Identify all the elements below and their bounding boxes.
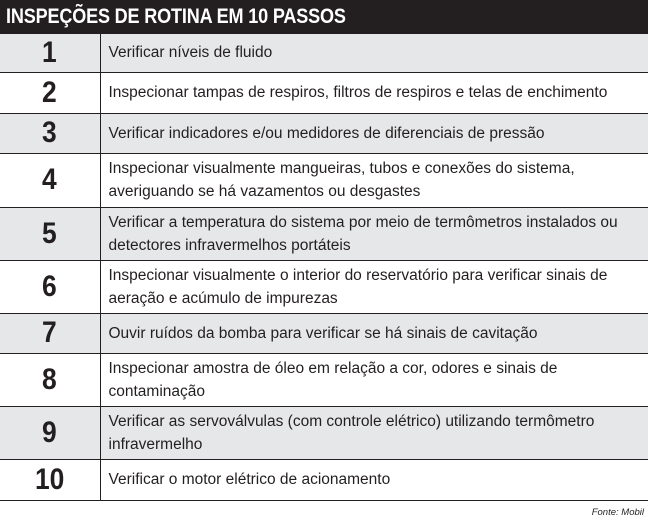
table-row: [0, 313, 648, 353]
step-number: 4: [0, 153, 100, 207]
table-row: [0, 72, 648, 113]
source-credit: Fonte: Mobil: [591, 507, 644, 518]
step-number: 1: [0, 34, 100, 72]
step-number: 7: [0, 313, 100, 353]
step-text: Verificar indicadores e/ou medidores de diferenciais de pressão: [100, 113, 648, 153]
table-row: [0, 34, 648, 72]
table-row: [0, 353, 648, 406]
step-text: Verificar o motor elétrico de acionamento: [100, 459, 648, 500]
table-row: [0, 260, 648, 313]
step-number: 6: [0, 260, 100, 313]
table-row: [0, 406, 648, 459]
step-number: 10: [0, 459, 100, 500]
step-number: 8: [0, 353, 100, 406]
steps-table: [0, 34, 648, 501]
step-text: Verificar a temperatura do sistema por meio de termômetros instalados ou detectores infravermelhos portáteis: [100, 207, 648, 260]
step-text: Inspecionar amostra de óleo em relação a cor, odores e sinais de contaminação: [100, 353, 648, 406]
table-row: [0, 207, 648, 260]
step-text: Inspecionar tampas de respiros, filtros de respiros e telas de enchimento: [100, 72, 648, 113]
table-row: [0, 459, 648, 500]
step-number: 2: [0, 72, 100, 113]
step-number: 3: [0, 113, 100, 153]
step-text: Verificar as servoválvulas (com controle elétrico) utilizando termômetro infravermelho: [100, 406, 648, 459]
table-row: [0, 153, 648, 207]
table-title: INSPEÇÕES DE ROTINA EM 10 PASSOS: [6, 5, 346, 28]
table-title-bar: [0, 0, 648, 34]
step-text: Inspecionar visualmente o interior do reservatório para verificar sinais de aeração e acúmulo de impurezas: [100, 260, 648, 313]
table-row: [0, 113, 648, 153]
step-text: Ouvir ruídos da bomba para verificar se há sinais de cavitação: [100, 313, 648, 353]
step-number: 5: [0, 207, 100, 260]
step-text: Verificar níveis de fluido: [100, 34, 648, 72]
step-number: 9: [0, 406, 100, 459]
step-text: Inspecionar visualmente mangueiras, tubos e conexões do sistema, averiguando se há vazamentos ou desgastes: [100, 153, 648, 207]
